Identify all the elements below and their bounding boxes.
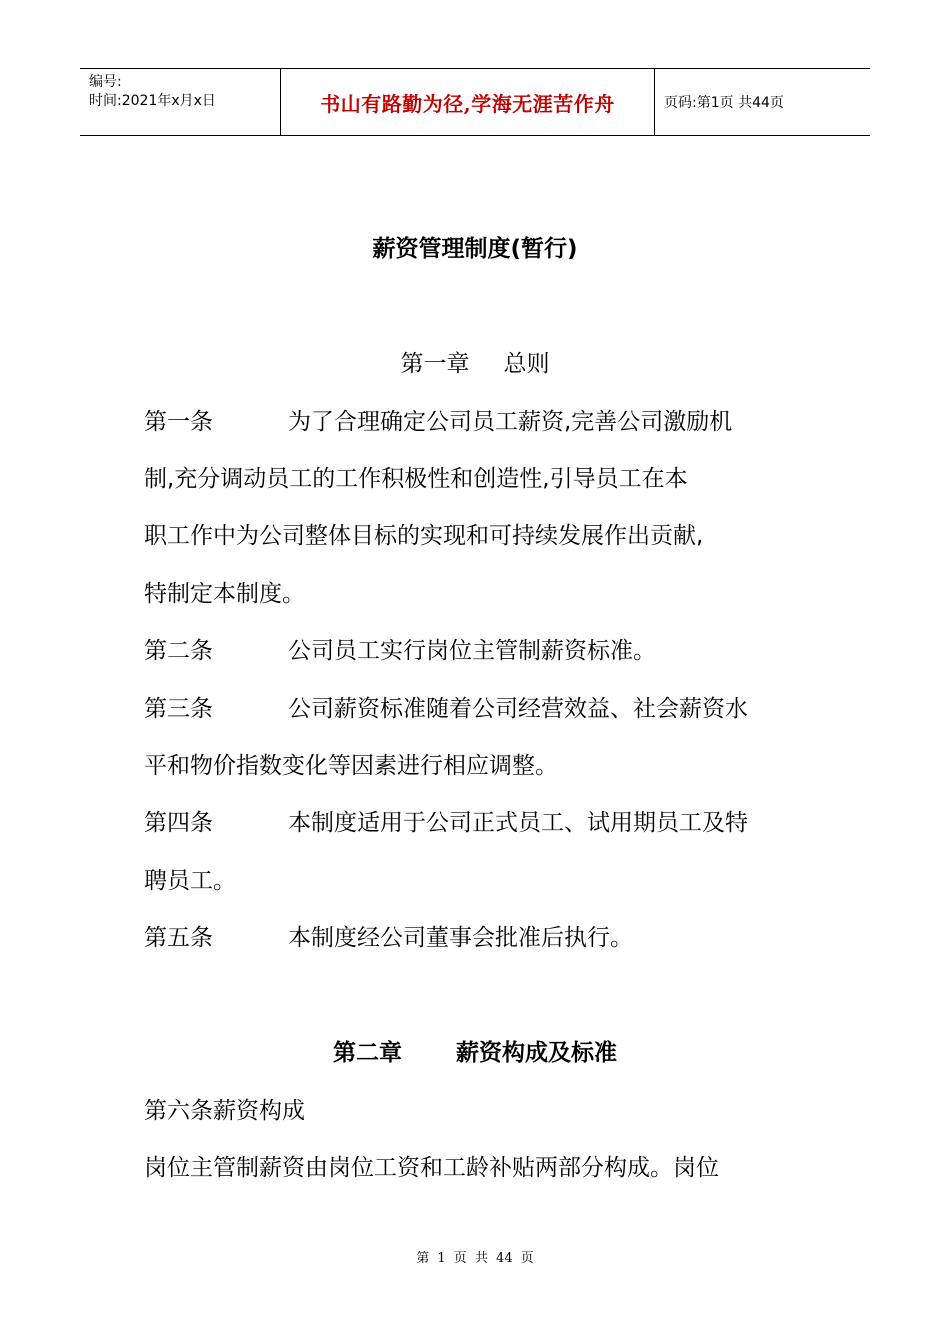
- motto: 书山有路勤为径,学海无涯苦作舟: [320, 91, 615, 116]
- time-label: 时间:2021年x月x日: [89, 93, 216, 109]
- article2-label: 第二条: [144, 638, 213, 664]
- chapter2-name: 薪资构成及标准: [456, 1040, 617, 1066]
- article1-text1: 为了合理确定公司员工薪资,完善公司激励机: [288, 409, 733, 435]
- article4-line1: [144, 806, 748, 840]
- page-info: 页码:第1页 共44页: [664, 95, 784, 111]
- chapter2-number: 第二章: [333, 1040, 402, 1066]
- chapter1-number: 第一章: [400, 351, 470, 377]
- article3-line1: [144, 692, 748, 726]
- article3-text1: 公司薪资标准随着公司经营效益、社会薪资水: [288, 696, 748, 722]
- chapter1-name: 总则: [503, 351, 550, 377]
- article4-label: 第四条: [144, 810, 213, 836]
- article1-line1: [144, 405, 732, 439]
- chapter2-heading: [0, 1036, 950, 1070]
- article2-line1: [144, 634, 656, 668]
- article5-text1: 本制度经公司董事会批准后执行。: [288, 925, 633, 951]
- number-label: 编号:: [89, 74, 122, 90]
- article6-line1: 岗位主管制薪资由岗位工资和工龄补贴两部分构成。岗位: [144, 1155, 719, 1181]
- article1-line3: 职工作中为公司整体目标的实现和可持续发展作出贡献,: [144, 523, 704, 549]
- chapter1-heading: [0, 347, 950, 381]
- article3-label: 第三条: [144, 696, 213, 722]
- article1-line4: 特制定本制度。: [144, 581, 305, 607]
- article4-line2: 聘员工。: [144, 868, 236, 894]
- header-meta-cell: [80, 69, 281, 135]
- article5-label: 第五条: [144, 925, 213, 951]
- article5-line1: [144, 921, 633, 955]
- page-footer: 第 1 页 共 44 页: [416, 1251, 534, 1266]
- document-title: 薪资管理制度(暂行): [372, 236, 578, 262]
- header-page-cell: [655, 69, 870, 135]
- article1-line2: 制,充分调动员工的工作积极性和创造性,引导员工在本: [144, 466, 688, 492]
- header-motto-cell: [281, 69, 655, 135]
- article4-text1: 本制度适用于公司正式员工、试用期员工及特: [288, 810, 748, 836]
- article3-line2: 平和物价指数变化等因素进行相应调整。: [144, 753, 558, 779]
- article1-label: 第一条: [144, 409, 213, 435]
- header-table: [80, 68, 870, 136]
- article6-heading: 第六条薪资构成: [144, 1098, 305, 1124]
- article2-text1: 公司员工实行岗位主管制薪资标准。: [288, 638, 656, 664]
